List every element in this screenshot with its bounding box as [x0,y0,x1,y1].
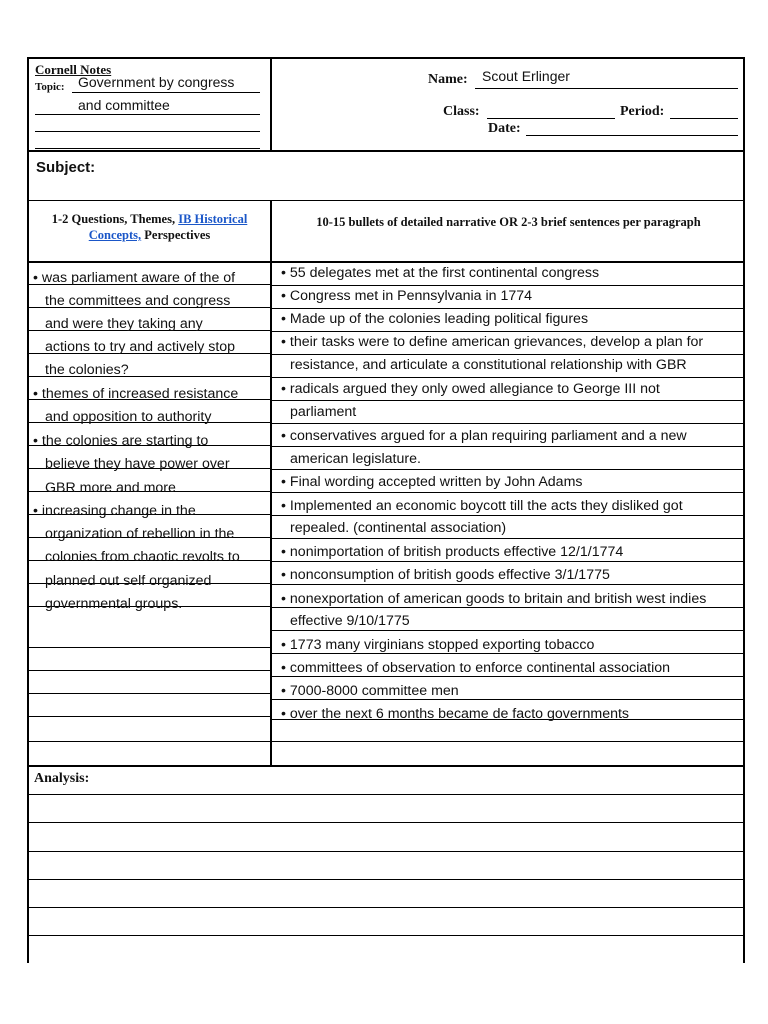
cornell-title: Cornell Notes [35,62,112,77]
right-note-line: • Implemented an economic boycott till the acts they disliked got [281,498,683,514]
right-note-line: • over the next 6 months became de facto governments [281,706,630,722]
right-note-line: • committees of observation to enforce continental association [281,660,671,676]
analysis-line[interactable] [29,935,745,936]
right-note-line: • conservatives argued for a plan requiring parliament and a new [281,428,687,444]
right-note-line: • Made up of the colonies leading political figures [281,311,589,327]
right-row-line [270,285,745,286]
name-field[interactable]: Scout Erlinger [482,68,570,84]
subject-label: Subject: [36,159,96,176]
analysis-line[interactable] [29,879,745,880]
ib-historical-concepts-link[interactable]: IB Historical Concepts, [88,212,248,242]
date-field[interactable] [526,135,738,136]
header-bottom-line [29,150,745,152]
right-row-line [270,354,745,355]
analysis-line[interactable] [29,794,745,795]
right-note-line: • Congress met in Pennsylvania in 1774 [281,288,533,304]
left-note-line: the committees and congress [45,293,231,309]
subject-bottom-line [29,200,745,201]
topic-underline-2 [35,114,260,115]
right-note-line: • radicals argued they only owed allegiance to George III not [281,381,660,397]
right-note-line: • nonexportation of american goods to britain and british west indies [281,591,707,607]
left-note-line: GBR more and more [45,480,176,496]
right-row-line [270,469,745,470]
right-row-line [270,515,745,516]
period-label: Period: [620,104,665,119]
analysis-top-line [29,765,745,767]
right-note-line: repealed. (continental association) [290,520,507,536]
right-row-line [270,630,745,631]
topic-label: Topic: [35,81,65,93]
left-heading-suffix: Perspectives [141,228,211,242]
right-note-line: • 55 delegates met at the first continental congress [281,265,600,281]
right-row-line [270,741,745,742]
left-row-line [29,670,270,671]
left-note-line: • was parliament aware of the of [33,270,236,286]
left-note-line: planned out self organized [45,573,212,589]
analysis-line[interactable] [29,907,745,908]
left-note-line: the colonies? [45,362,129,378]
right-row-line [270,423,745,424]
topic-underline-4 [35,148,260,149]
topic-underline-3 [35,131,260,132]
class-field[interactable] [487,118,615,119]
class-label: Class: [443,104,480,119]
analysis-line[interactable] [29,822,745,823]
topic-line-2: and committee [78,97,170,113]
right-note-line: american legislature. [290,451,421,467]
left-note-line: believe they have power over [45,456,230,472]
left-note-line: actions to try and actively stop [45,339,236,355]
topic-line-1: Government by congress [78,74,235,90]
right-note-line: • 7000-8000 committee men [281,683,459,699]
right-row-line [270,308,745,309]
left-row-line [29,647,270,648]
right-note-line: • their tasks were to define american grievances, develop a plan for [281,334,704,350]
notes-top-line [29,261,745,263]
right-column-heading: 10-15 bullets of detailed narrative OR 2-3 brief sentences per paragraph [316,215,701,229]
header-divider [270,59,272,151]
left-note-line: governmental groups. [45,596,183,612]
right-note-line: • nonimportation of british products effective 12/1/1774 [281,544,624,560]
right-row-line [270,561,745,562]
left-note-line: organization of rebellion in the [45,526,235,542]
left-note-line: • increasing change in the [33,503,196,519]
name-label: Name: [428,72,468,87]
right-note-line: • nonconsumption of british goods effective 3/1/1775 [281,567,610,583]
date-label: Date: [488,121,521,136]
left-heading-prefix: 1-2 Questions, Themes, [51,212,179,226]
period-field[interactable] [670,118,738,119]
right-row-line [270,377,745,378]
left-row-line [29,693,270,694]
left-note-line: and were they taking any [45,316,203,332]
right-row-line [270,538,745,539]
left-row-line [29,716,270,717]
right-row-line [270,331,745,332]
left-note-line: colonies from chaotic revolts to [45,549,240,565]
cornell-notes-sheet [27,57,745,963]
right-row-line [270,492,745,493]
left-note-line: and opposition to authority [45,409,212,425]
right-row-line [270,400,745,401]
right-row-line [270,584,745,585]
analysis-label: Analysis: [34,771,90,786]
left-note-line: • themes of increased resistance [33,386,239,402]
left-row-line [29,741,270,742]
analysis-line[interactable] [29,851,745,852]
right-row-line [270,446,745,447]
name-underline [475,88,738,89]
right-note-line: resistance, and articulate a constitutional relationship with GBR [290,357,687,373]
right-note-line: effective 9/10/1775 [290,613,410,629]
right-note-line: • 1773 many virginians stopped exporting tobacco [281,637,595,653]
right-note-line: • Final wording accepted written by John Adams [281,474,583,490]
right-note-line: parliament [290,404,357,420]
left-note-line: • the colonies are starting to [33,433,209,449]
topic-underline-1 [72,92,260,93]
left-column-heading [33,211,266,243]
